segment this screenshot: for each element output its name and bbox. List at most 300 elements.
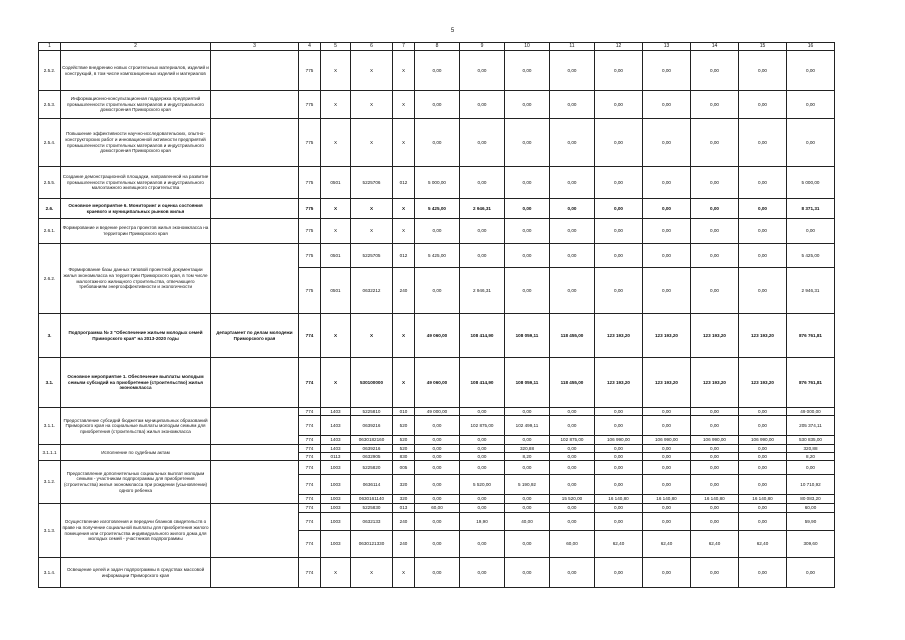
- table-cell: 0639216: [351, 416, 393, 436]
- table-cell: 16 140,80: [595, 495, 643, 504]
- table-cell: 0,00: [505, 119, 550, 167]
- table-cell: 0,00: [643, 167, 691, 199]
- table-cell: 0,00: [739, 558, 787, 588]
- table-cell: 0,00: [415, 91, 460, 119]
- table-cell: 0632212: [351, 268, 393, 314]
- table-cell: 108 059,11: [505, 314, 550, 358]
- table-cell: 0,00: [415, 495, 460, 504]
- table-cell: 8 371,31: [787, 199, 835, 219]
- table-cell: 774: [299, 461, 321, 475]
- table-cell: X: [393, 558, 415, 588]
- table-cell: X: [393, 314, 415, 358]
- table-cell: X: [321, 199, 351, 219]
- table-cell: 0,00: [643, 445, 691, 453]
- table-cell: 19,90: [460, 513, 505, 531]
- table-cell: 60,00: [550, 531, 595, 558]
- row-number: 2.6.: [39, 199, 61, 219]
- row-description: Освещение целей и задач подпрограммы в средствах массовой информации Приморского края: [61, 558, 211, 588]
- table-cell: X: [351, 199, 393, 219]
- table-cell: 0,00: [550, 167, 595, 199]
- table-cell: X: [393, 219, 415, 244]
- table-cell: 0,00: [691, 504, 739, 513]
- table-cell: 0,00: [415, 416, 460, 436]
- table-cell: 0,00: [691, 461, 739, 475]
- table-cell: 1003: [321, 495, 351, 504]
- table-cell: 5 520,00: [460, 475, 505, 495]
- table-cell: X: [351, 219, 393, 244]
- row-number: 3.1.2.: [39, 461, 61, 504]
- table-cell: 775: [299, 199, 321, 219]
- table-cell: X: [393, 358, 415, 408]
- row-number: 2.6.2.: [39, 244, 61, 314]
- table-cell: 0,00: [595, 453, 643, 461]
- table-cell: 0,00: [595, 268, 643, 314]
- table-cell: 0,00: [739, 475, 787, 495]
- table-cell: 62,40: [739, 531, 787, 558]
- table-cell: 0,00: [460, 119, 505, 167]
- table-cell: 0,00: [460, 436, 505, 445]
- table-cell: 0,00: [787, 119, 835, 167]
- table-cell: 0,00: [415, 119, 460, 167]
- table-cell: 59,90: [787, 513, 835, 531]
- row-description: Формирование базы данных типовой проектной документации жилья экономкласса на территории Приморского края, в том числе малоэтажного жилищного строительства, отвечающего требованиям энергоэффективности и экологичности: [61, 244, 211, 314]
- table-cell: 0,00: [643, 504, 691, 513]
- table-cell: 774: [299, 358, 321, 408]
- row-number: 2.5.4.: [39, 119, 61, 167]
- table-cell: 0,00: [550, 219, 595, 244]
- table-cell: 0,00: [550, 91, 595, 119]
- table-cell: 5225706: [351, 167, 393, 199]
- table-cell: 774: [299, 416, 321, 436]
- table-cell: 0,00: [739, 244, 787, 268]
- table-cell: 0,00: [787, 219, 835, 244]
- column-header: 15: [739, 43, 787, 51]
- table-cell: X: [351, 558, 393, 588]
- table-cell: 5225830: [351, 504, 393, 513]
- table-cell: 0630182160: [351, 436, 393, 445]
- table-cell: 775: [299, 119, 321, 167]
- table-cell: 40,00: [505, 513, 550, 531]
- column-header: 1: [39, 43, 61, 51]
- responsible-executor: департамент по делам молодежи Приморского края: [211, 314, 299, 358]
- table-cell: 774: [299, 408, 321, 416]
- table-cell: 0,00: [691, 513, 739, 531]
- column-header: 6: [351, 43, 393, 51]
- table-cell: 16 140,80: [739, 495, 787, 504]
- table-cell: 0,00: [691, 558, 739, 588]
- table-cell: 0,00: [460, 445, 505, 453]
- table-cell: 0,00: [595, 416, 643, 436]
- table-cell: 0,00: [643, 416, 691, 436]
- table-cell: 0,00: [643, 461, 691, 475]
- table-cell: 0,00: [550, 119, 595, 167]
- table-cell: 0501: [321, 268, 351, 314]
- column-header: 9: [460, 43, 505, 51]
- table-cell: 123 193,20: [595, 358, 643, 408]
- table-cell: 0,00: [595, 461, 643, 475]
- table-cell: 0,00: [643, 244, 691, 268]
- table-cell: X: [321, 219, 351, 244]
- table-cell: 123 193,20: [739, 358, 787, 408]
- table-cell: 0,00: [415, 51, 460, 91]
- table-cell: 775: [299, 167, 321, 199]
- table-cell: 2 946,31: [787, 268, 835, 314]
- table-cell: 0,00: [643, 268, 691, 314]
- table-cell: 0,00: [415, 453, 460, 461]
- table-cell: 0,00: [643, 119, 691, 167]
- table-cell: 123 193,20: [595, 314, 643, 358]
- table-cell: 774: [299, 531, 321, 558]
- table-cell: 0,00: [415, 513, 460, 531]
- table-cell: 0,00: [550, 475, 595, 495]
- column-header: 14: [691, 43, 739, 51]
- table-cell: 0,00: [739, 91, 787, 119]
- table-cell: 0,00: [643, 91, 691, 119]
- responsible-executor: [211, 504, 299, 558]
- table-row: [39, 219, 835, 244]
- table-cell: 0,00: [460, 453, 505, 461]
- table-cell: 0,00: [505, 199, 550, 219]
- table-cell: 0,00: [595, 219, 643, 244]
- table-cell: 0,00: [505, 244, 550, 268]
- table-cell: 106 990,00: [691, 436, 739, 445]
- responsible-executor: [211, 461, 299, 504]
- table-row: [39, 199, 835, 219]
- table-cell: X: [321, 558, 351, 588]
- table-cell: 8,20: [505, 453, 550, 461]
- table-cell: 0,00: [691, 268, 739, 314]
- table-cell: 0,00: [739, 445, 787, 453]
- table-cell: 876 761,81: [787, 314, 835, 358]
- table-cell: 012: [393, 244, 415, 268]
- table-cell: 0,00: [691, 408, 739, 416]
- table-cell: 62,40: [643, 531, 691, 558]
- table-cell: 0,00: [460, 91, 505, 119]
- table-cell: 320,88: [505, 445, 550, 453]
- table-cell: 0,00: [505, 167, 550, 199]
- table-cell: 0,00: [415, 219, 460, 244]
- table-cell: 775: [299, 51, 321, 91]
- table-cell: 123 193,20: [643, 314, 691, 358]
- table-cell: X: [351, 119, 393, 167]
- responsible-executor: [211, 244, 299, 314]
- table-cell: 0,00: [595, 445, 643, 453]
- table-cell: 5 425,00: [415, 244, 460, 268]
- table-cell: 0,00: [787, 91, 835, 119]
- table-cell: 0,00: [505, 268, 550, 314]
- table-cell: 320: [393, 475, 415, 495]
- responsible-executor: [211, 445, 299, 461]
- table-cell: 1003: [321, 504, 351, 513]
- table-cell: 1003: [321, 461, 351, 475]
- table-cell: 0,00: [739, 453, 787, 461]
- table-cell: 0,00: [739, 268, 787, 314]
- table-cell: 0,00: [691, 244, 739, 268]
- table-cell: 0,00: [595, 167, 643, 199]
- table-cell: 108 414,90: [460, 358, 505, 408]
- table-cell: X: [393, 91, 415, 119]
- table-cell: 5 000,00: [415, 167, 460, 199]
- table-cell: 0,00: [739, 504, 787, 513]
- table-cell: 0,00: [460, 167, 505, 199]
- table-cell: 775: [299, 244, 321, 268]
- table-cell: 0,00: [739, 167, 787, 199]
- table-cell: 0,00: [505, 531, 550, 558]
- table-cell: 102 875,00: [460, 416, 505, 436]
- table-cell: 0,00: [691, 51, 739, 91]
- column-header-row: [39, 43, 835, 51]
- table-cell: 012: [393, 167, 415, 199]
- row-number: 2.6.1.: [39, 219, 61, 244]
- table-row: [39, 167, 835, 199]
- table-cell: 118 455,00: [550, 358, 595, 408]
- table-cell: 0,00: [415, 461, 460, 475]
- column-header: 11: [550, 43, 595, 51]
- responsible-executor: [211, 119, 299, 167]
- table-cell: 0,00: [550, 445, 595, 453]
- row-number: 3.1.1.1: [39, 445, 61, 461]
- column-header: 10: [505, 43, 550, 51]
- table-cell: 530100000: [351, 358, 393, 408]
- table-cell: 0632133: [351, 513, 393, 531]
- table-cell: 0,00: [550, 461, 595, 475]
- table-cell: 0,00: [550, 408, 595, 416]
- table-cell: 0,00: [643, 453, 691, 461]
- table-cell: 102 499,11: [505, 416, 550, 436]
- table-cell: 62,40: [691, 531, 739, 558]
- table-cell: 0,00: [691, 219, 739, 244]
- table-cell: 0,00: [595, 513, 643, 531]
- table-row: [39, 119, 835, 167]
- table-cell: 0,00: [595, 558, 643, 588]
- table-cell: 123 193,20: [739, 314, 787, 358]
- table-cell: X: [321, 358, 351, 408]
- table-cell: 0,00: [505, 408, 550, 416]
- table-cell: 0,00: [505, 219, 550, 244]
- table-cell: 2 946,31: [460, 268, 505, 314]
- table-cell: 0,00: [595, 51, 643, 91]
- table-cell: 0,00: [691, 475, 739, 495]
- table-cell: 0,00: [691, 453, 739, 461]
- row-number: 3.1.3.: [39, 504, 61, 558]
- table-cell: X: [351, 314, 393, 358]
- responsible-executor: [211, 558, 299, 588]
- table-cell: 240: [393, 531, 415, 558]
- row-number: 3.1.1.: [39, 408, 61, 445]
- table-cell: 530 835,00: [787, 436, 835, 445]
- table-cell: 010: [393, 408, 415, 416]
- table-cell: 320: [393, 495, 415, 504]
- table-cell: 0,00: [415, 268, 460, 314]
- table-cell: X: [393, 199, 415, 219]
- table-cell: 0,00: [550, 51, 595, 91]
- table-cell: 876 761,81: [787, 358, 835, 408]
- table-row: [39, 558, 835, 588]
- table-cell: 0,00: [505, 558, 550, 588]
- table-cell: 520: [393, 445, 415, 453]
- row-description: Формирование и ведение реестра проектов жилья экономкласса на территории Приморского края: [61, 219, 211, 244]
- table-cell: 0,00: [505, 495, 550, 504]
- row-description: Предоставление субсидий бюджетам муниципальных образований Приморского края на социальные выплаты молодым семьям для приобретения (строительства) жилья экономкласса: [61, 408, 211, 445]
- table-cell: 774: [299, 436, 321, 445]
- table-row: [39, 445, 835, 453]
- table-cell: 520: [393, 436, 415, 445]
- table-cell: 0,00: [505, 91, 550, 119]
- table-cell: 0,00: [739, 199, 787, 219]
- table-cell: 774: [299, 504, 321, 513]
- table-cell: 0,00: [643, 408, 691, 416]
- table-cell: 205 374,11: [787, 416, 835, 436]
- table-cell: X: [393, 51, 415, 91]
- table-cell: 2 946,31: [460, 199, 505, 219]
- table-cell: 1003: [321, 513, 351, 531]
- table-cell: 5 000,00: [787, 167, 835, 199]
- table-cell: 013: [393, 504, 415, 513]
- row-number: 3.: [39, 314, 61, 358]
- table-cell: 005: [393, 461, 415, 475]
- row-description: Основное мероприятие 1. Обеспечение выплаты молодым семьям субсидий на приобретение (строительство) жилья экономкласса: [61, 358, 211, 408]
- table-cell: 775: [299, 91, 321, 119]
- column-header: 8: [415, 43, 460, 51]
- responsible-executor: [211, 91, 299, 119]
- table-cell: 118 455,00: [550, 314, 595, 358]
- table-cell: 0,00: [643, 51, 691, 91]
- table-cell: 0,00: [739, 513, 787, 531]
- row-description: Содействие внедрению новых строительных материалов, изделий и конструкций, в том числе композиционных изделий и материалов: [61, 51, 211, 91]
- row-number: 2.5.5.: [39, 167, 61, 199]
- table-cell: 0,00: [691, 167, 739, 199]
- table-cell: 10 710,92: [787, 475, 835, 495]
- table-cell: 1403: [321, 436, 351, 445]
- table-cell: 0,00: [595, 91, 643, 119]
- table-cell: 0,00: [460, 531, 505, 558]
- table-row: [39, 51, 835, 91]
- table-cell: 123 193,20: [643, 358, 691, 408]
- column-header: 7: [393, 43, 415, 51]
- table-cell: 5225820: [351, 461, 393, 475]
- table-cell: 0,00: [643, 475, 691, 495]
- table-cell: 0,00: [550, 268, 595, 314]
- row-description: Осуществление изготовления и передачи бланков свидетельств о праве на получение социальной выплаты для приобретения жилого помещения или строительства индивидуального жилого дома для молодых семей - участников подпрограммы: [61, 504, 211, 558]
- table-cell: 0,00: [550, 504, 595, 513]
- column-header: 4: [299, 43, 321, 51]
- table-cell: 1403: [321, 408, 351, 416]
- table-cell: 49 000,00: [415, 408, 460, 416]
- table-cell: 106 990,00: [739, 436, 787, 445]
- table-cell: X: [321, 314, 351, 358]
- table-cell: 830: [393, 453, 415, 461]
- row-description: Создание демонстрационной площадки, направленной на развитие промышленности строительных материалов и индустриального малоэтажного жилищного строительства: [61, 167, 211, 199]
- table-cell: 1403: [321, 416, 351, 436]
- table-cell: 0,00: [691, 445, 739, 453]
- table-cell: 0,00: [595, 199, 643, 219]
- table-cell: 1003: [321, 531, 351, 558]
- table-cell: 0,00: [739, 119, 787, 167]
- table-cell: 0,00: [787, 461, 835, 475]
- table-cell: 0,00: [691, 416, 739, 436]
- table-cell: 16 140,80: [691, 495, 739, 504]
- table-cell: 0,00: [595, 119, 643, 167]
- table-cell: 123 193,20: [691, 358, 739, 408]
- table-cell: X: [351, 91, 393, 119]
- table-cell: 520: [393, 416, 415, 436]
- table-cell: 774: [299, 475, 321, 495]
- table-cell: 0,00: [550, 416, 595, 436]
- row-description: Повышение эффективности научно-исследовательских, опытно-конструкторских работ и инновационной активности предприятий промышленности строительных материалов и индустриального домостроения Приморского края: [61, 119, 211, 167]
- table-cell: 0,00: [415, 436, 460, 445]
- table-cell: 774: [299, 314, 321, 358]
- table-cell: 0,00: [550, 558, 595, 588]
- budget-table: [38, 42, 835, 588]
- table-cell: 0,00: [550, 244, 595, 268]
- table-cell: 0,00: [643, 558, 691, 588]
- table-cell: 0,00: [643, 199, 691, 219]
- responsible-executor: [211, 358, 299, 408]
- table-cell: 0501: [321, 167, 351, 199]
- table-cell: 0,00: [691, 199, 739, 219]
- table-cell: 49 060,00: [415, 358, 460, 408]
- table-cell: 108 414,90: [460, 314, 505, 358]
- table-cell: 0,00: [595, 475, 643, 495]
- table-cell: X: [321, 51, 351, 91]
- table-cell: 774: [299, 453, 321, 461]
- table-cell: 240: [393, 513, 415, 531]
- responsible-executor: [211, 219, 299, 244]
- table-cell: 106 990,00: [595, 436, 643, 445]
- table-cell: 0,00: [595, 504, 643, 513]
- table-cell: 0501: [321, 244, 351, 268]
- table-cell: 0,00: [739, 51, 787, 91]
- responsible-executor: [211, 408, 299, 445]
- table-cell: 5 425,00: [415, 199, 460, 219]
- table-cell: 0,00: [505, 436, 550, 445]
- table-cell: 0,00: [415, 475, 460, 495]
- table-cell: X: [351, 51, 393, 91]
- table-cell: 108 059,11: [505, 358, 550, 408]
- table-cell: 0,00: [739, 461, 787, 475]
- table-cell: 240: [393, 268, 415, 314]
- column-header: 13: [643, 43, 691, 51]
- table-cell: 0,00: [691, 91, 739, 119]
- row-description: Исполнение по судебным актам: [61, 445, 211, 461]
- table-cell: 0,00: [691, 119, 739, 167]
- row-description: Предоставление дополнительных социальных выплат молодым семьям - участникам подпрограммы для приобретения (строительства) жилья экономкласса при рождении (усыновлении) одного ребенка: [61, 461, 211, 504]
- table-row: [39, 244, 835, 268]
- row-description: Информационно-консультационная поддержка предприятий промышленности строительных материалов и индустриального домостроения Приморского края: [61, 91, 211, 119]
- page-number: 5: [450, 28, 455, 34]
- table-cell: 0,00: [460, 495, 505, 504]
- table-cell: 0,00: [415, 558, 460, 588]
- row-number: 3.1.4.: [39, 558, 61, 588]
- responsible-executor: [211, 51, 299, 91]
- row-description: Основное мероприятие 6. Мониторинг и оценка состояния краевого и муниципальных рынков жилья: [61, 199, 211, 219]
- table-cell: X: [321, 119, 351, 167]
- table-cell: 0,00: [550, 453, 595, 461]
- table-cell: 774: [299, 513, 321, 531]
- row-number: 2.5.3.: [39, 91, 61, 119]
- table-cell: X: [321, 91, 351, 119]
- table-cell: 774: [299, 495, 321, 504]
- row-number: 3.1.: [39, 358, 61, 408]
- table-cell: 0632905: [351, 453, 393, 461]
- table-cell: 16 140,80: [643, 495, 691, 504]
- table-cell: 5 190,92: [505, 475, 550, 495]
- table-cell: 8,20: [787, 453, 835, 461]
- table-cell: 5225810: [351, 408, 393, 416]
- table-row: [39, 358, 835, 408]
- table-cell: 1403: [321, 445, 351, 453]
- table-cell: 0,00: [460, 558, 505, 588]
